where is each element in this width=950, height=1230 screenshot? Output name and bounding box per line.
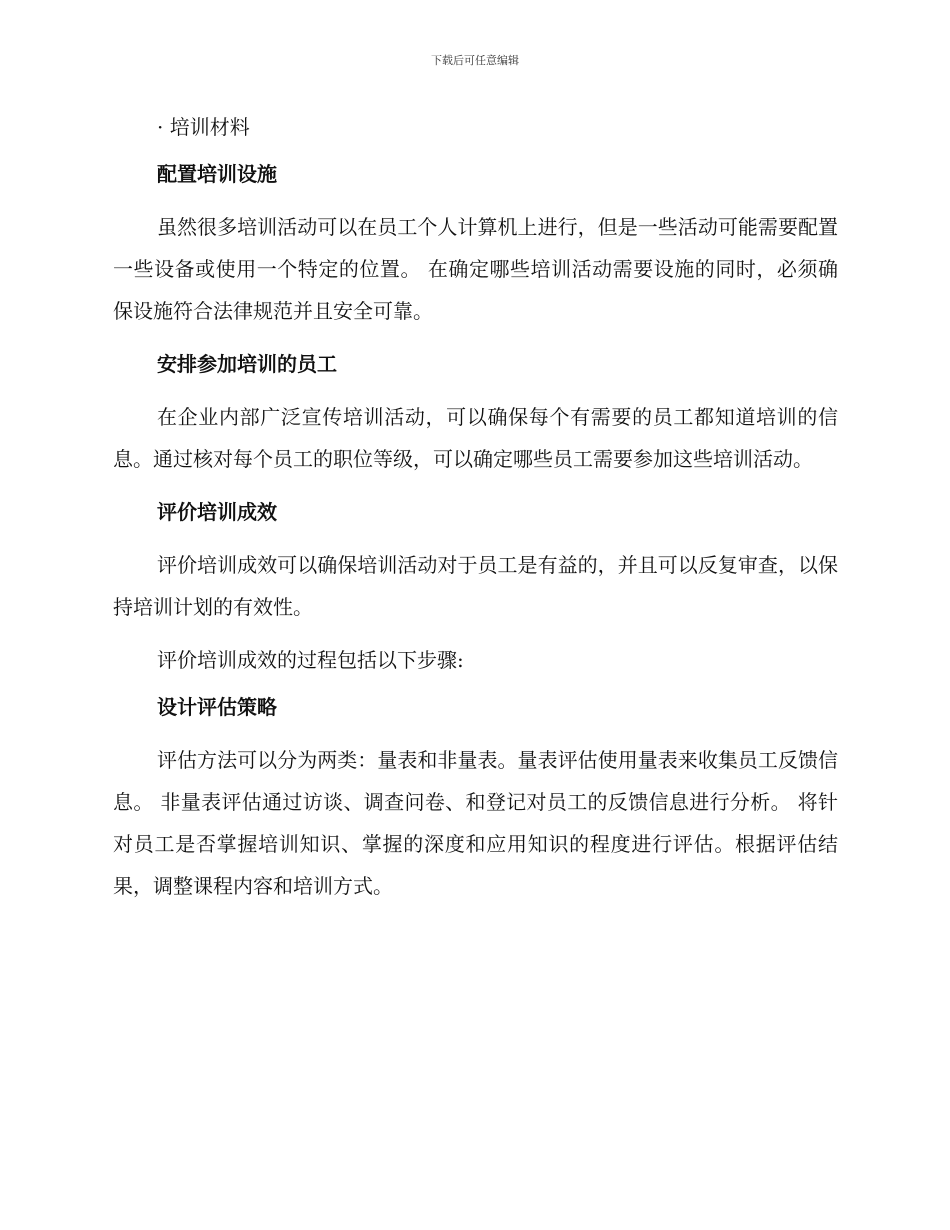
paragraph-evaluation-steps-intro: 评价培训成效的过程包括以下步骤: xyxy=(157,648,464,672)
paragraph-evaluate-effectiveness: 评价培训成效可以确保培训活动对于员工是有益的，并且可以反复审查，以保持培训计划的有效性。 xyxy=(113,553,838,619)
paragraph-design-strategy: 评估方法可以分为两类：量表和非量表。量表评估使用量表来收集员工反馈信息。 非量表评估通过访谈、调查问卷、和登记对员工的反馈信息进行分析。 将针对员工是否掌握培训知识、掌握的深度和应用知识的程度进行评估。根据评估结果，调整课程内容和培训方式。 xyxy=(113,748,838,898)
document-body xyxy=(113,112,838,924)
paragraph-configure-facilities: 虽然很多培训活动可以在员工个人计算机上进行，但是一些活动可能需要配置一些设备或使用一个特定的位置。 在确定哪些培训活动需要设施的同时，必须确保设施符合法律规范并且安全可靠。 xyxy=(113,215,838,323)
bullet-item-training-materials: · 培训材料 xyxy=(157,115,250,139)
page-header-note: 下载后可任意编辑 xyxy=(431,54,519,67)
paragraph-arrange-staff: 在企业内部广泛宣传培训活动，可以确保每个有需要的员工都知道培训的信息。通过核对每个员工的职位等级，可以确定哪些员工需要参加这些培训活动。 xyxy=(113,405,838,471)
heading-configure-facilities: 配置培训设施 xyxy=(157,162,277,186)
heading-evaluate-effectiveness: 评价培训成效 xyxy=(157,500,277,524)
heading-design-strategy: 设计评估策略 xyxy=(157,695,277,719)
heading-arrange-staff: 安排参加培训的员工 xyxy=(157,352,337,376)
